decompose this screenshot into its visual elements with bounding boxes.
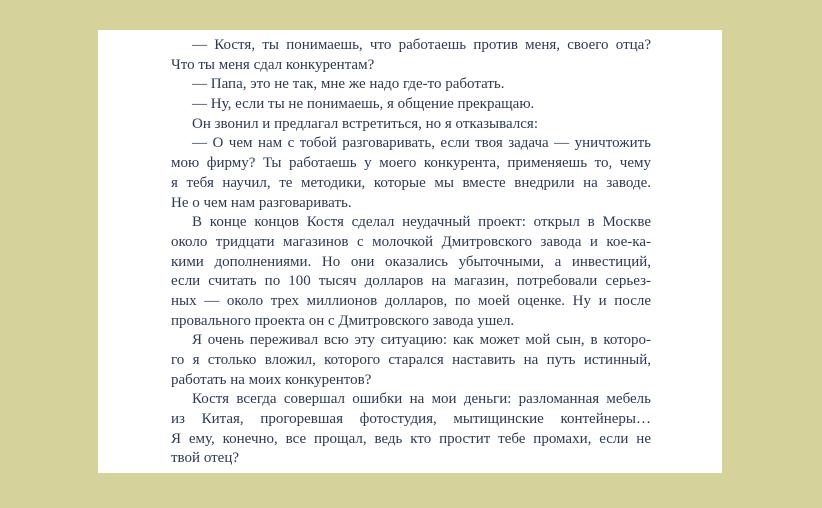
paragraph	[171, 331, 651, 390]
text-line: ных — около трех миллионов долларов, по моей оценке. Ну и после	[171, 292, 651, 309]
text-line: — Ну, если ты не понимаешь, я общение прекращаю.	[192, 96, 535, 113]
book-page	[98, 30, 722, 473]
text-line: Он звонил и предлагал встретиться, но я отказывался:	[192, 115, 538, 132]
text-line: Костя всегда совершал ошибки на мои деньги: разломанная мебель	[192, 391, 651, 408]
page-text	[171, 36, 651, 469]
text-line: если считать по 100 тысяч долларов на магазин, потребовали серьез-	[171, 273, 651, 290]
paragraph	[171, 75, 651, 95]
text-line: — Папа, это не так, мне же надо где-то работать.	[192, 76, 505, 93]
text-line: около тридцати магазинов с молочкой Дмитровского завода и кое-ка-	[171, 233, 651, 250]
text-line: я тебя научил, те методики, которые мы вместе внедрили на заводе.	[171, 174, 651, 191]
paragraph	[171, 36, 651, 75]
paragraph	[171, 390, 651, 469]
text-line: Не о чем нам разговаривать.	[171, 194, 352, 211]
text-line: го я столько вложил, которого старался наставить на путь истинный,	[171, 352, 651, 368]
text-line: — О чем нам с тобой разговаривать, если твоя задача — уничтожить	[192, 135, 651, 152]
text-line: Я ему, конечно, все прощал, ведь кто простит тебе промахи, если не	[171, 430, 651, 447]
text-line: работать на моих конкурентов?	[171, 371, 372, 388]
text-line: В конце концов Костя сделал неудачный проект: открыл в Москве	[192, 214, 651, 231]
paragraph	[171, 115, 651, 135]
text-line: Я очень переживал всю эту ситуацию: как может мой сын, в которо-	[192, 332, 651, 349]
text-line: — Костя, ты понимаешь, что работаешь против меня, своего отца?	[192, 37, 651, 53]
text-line: мою фирму? Ты работаешь у моего конкурента, применяешь то, чему	[171, 155, 651, 172]
text-line: кими дополнениями. Но они оказались убыточными, а инвестиций,	[171, 253, 651, 270]
paragraph	[171, 213, 651, 331]
paragraph	[171, 95, 651, 115]
text-line: Что ты меня сдал конкурентам?	[171, 56, 375, 73]
text-line: твой отец?	[171, 450, 240, 467]
paragraph	[171, 134, 651, 213]
text-line: провального проекта он с Дмитровского завода ушел.	[171, 312, 515, 329]
text-line: из Китая, прогоревшая фотостудия, мытищинские контейнеры…	[171, 411, 651, 428]
